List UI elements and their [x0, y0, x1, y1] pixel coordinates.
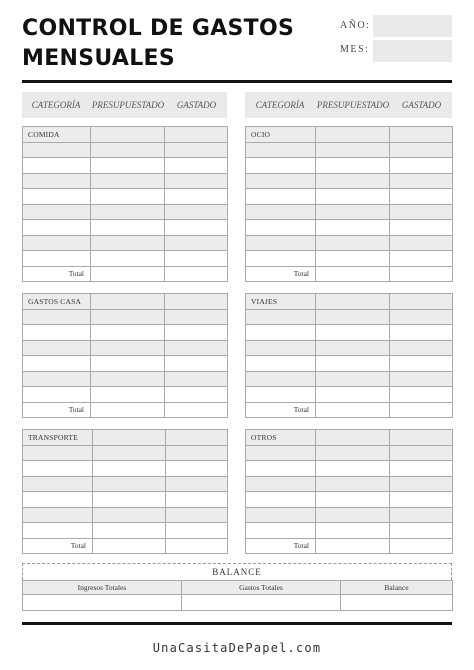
total-label: Total [246, 266, 316, 282]
entry-budgeted-cell[interactable] [91, 325, 165, 341]
category-name: TRANSPORTE [23, 430, 93, 446]
entry-spent-cell[interactable] [390, 325, 453, 341]
entry-category-cell[interactable] [23, 309, 91, 325]
entry-category-cell[interactable] [23, 371, 91, 387]
entry-category-cell[interactable] [246, 445, 316, 461]
entry-spent-cell[interactable] [390, 476, 453, 492]
entry-budgeted-cell[interactable] [316, 251, 390, 267]
entry-spent-cell[interactable] [166, 492, 228, 508]
entry-budgeted-cell[interactable] [93, 523, 166, 539]
entry-spent-cell[interactable] [165, 340, 228, 356]
column-header-category: CATEGORÍA [31, 100, 81, 110]
entry-spent-cell[interactable] [390, 189, 453, 205]
table-row [246, 142, 453, 158]
entry-spent-cell[interactable] [165, 309, 228, 325]
entry-category-cell[interactable] [246, 173, 316, 189]
entry-spent-cell[interactable] [165, 251, 228, 267]
entry-budgeted-cell[interactable] [91, 340, 165, 356]
header-cell [165, 127, 228, 143]
header-cell [91, 127, 165, 143]
category-name: VIAJES [246, 294, 316, 310]
entry-spent-cell[interactable] [166, 461, 228, 477]
table-row [246, 492, 453, 508]
entry-budgeted-cell[interactable] [91, 251, 165, 267]
entry-spent-cell[interactable] [390, 461, 453, 477]
total-spent-cell[interactable] [390, 266, 453, 282]
total-label: Total [246, 402, 316, 418]
footer-divider [22, 622, 452, 625]
header-cell [390, 430, 453, 446]
table-row [23, 340, 228, 356]
category-table-transporte [22, 429, 228, 554]
category-table-comida [22, 126, 228, 282]
entry-budgeted-cell[interactable] [91, 356, 165, 372]
table-row [246, 476, 453, 492]
category-table-otros [245, 429, 453, 554]
entry-category-cell[interactable] [23, 189, 91, 205]
total-label: Total [246, 538, 316, 554]
header-cell [390, 294, 453, 310]
table-row [246, 235, 453, 251]
balance-expenses-cell[interactable] [182, 595, 341, 611]
entry-spent-cell[interactable] [166, 523, 228, 539]
header-cell [316, 430, 390, 446]
table-row [23, 251, 228, 267]
entry-spent-cell[interactable] [390, 371, 453, 387]
table-row [23, 523, 228, 539]
entry-budgeted-cell[interactable] [316, 173, 390, 189]
total-spent-cell[interactable] [165, 266, 228, 282]
category-name: OCIO [246, 127, 316, 143]
total-label: Total [23, 266, 91, 282]
entry-spent-cell[interactable] [390, 356, 453, 372]
table-row [246, 507, 453, 523]
entry-budgeted-cell[interactable] [316, 507, 390, 523]
entry-category-cell[interactable] [23, 251, 91, 267]
entry-budgeted-cell[interactable] [91, 235, 165, 251]
table-row [23, 387, 228, 403]
entry-category-cell[interactable] [246, 340, 316, 356]
entry-budgeted-cell[interactable] [91, 220, 165, 236]
entry-category-cell[interactable] [23, 173, 91, 189]
year-label: AÑO: [340, 20, 371, 31]
entry-category-cell[interactable] [23, 340, 91, 356]
entry-budgeted-cell[interactable] [91, 142, 165, 158]
total-spent-cell[interactable] [166, 538, 228, 554]
entry-category-cell[interactable] [246, 204, 316, 220]
table-row [246, 387, 453, 403]
entry-budgeted-cell[interactable] [91, 371, 165, 387]
entry-category-cell[interactable] [23, 142, 91, 158]
entry-category-cell[interactable] [23, 476, 93, 492]
entry-category-cell[interactable] [23, 220, 91, 236]
entry-budgeted-cell[interactable] [93, 507, 166, 523]
entry-category-cell[interactable] [246, 492, 316, 508]
entry-category-cell[interactable] [246, 387, 316, 403]
entry-spent-cell[interactable] [390, 309, 453, 325]
category-name: GASTOS CASA [23, 294, 91, 310]
entry-spent-cell[interactable] [166, 445, 228, 461]
entry-spent-cell[interactable] [165, 325, 228, 341]
entry-budgeted-cell[interactable] [91, 204, 165, 220]
entry-budgeted-cell[interactable] [93, 461, 166, 477]
entry-budgeted-cell[interactable] [316, 158, 390, 174]
entry-spent-cell[interactable] [390, 251, 453, 267]
entry-category-cell[interactable] [246, 371, 316, 387]
total-budgeted-cell[interactable] [93, 538, 166, 554]
entry-category-cell[interactable] [246, 158, 316, 174]
balance-table [22, 580, 453, 611]
entry-budgeted-cell[interactable] [93, 476, 166, 492]
balance-title: BALANCE [212, 567, 262, 577]
entry-category-cell[interactable] [246, 235, 316, 251]
column-header-category: CATEGORÍA [255, 100, 305, 110]
entry-category-cell[interactable] [23, 523, 93, 539]
entry-budgeted-cell[interactable] [91, 309, 165, 325]
entry-budgeted-cell[interactable] [316, 356, 390, 372]
entry-budgeted-cell[interactable] [91, 387, 165, 403]
table-row [23, 204, 228, 220]
table-row [246, 189, 453, 205]
entry-budgeted-cell[interactable] [316, 204, 390, 220]
entry-category-cell[interactable] [23, 356, 91, 372]
entry-spent-cell[interactable] [166, 476, 228, 492]
entry-budgeted-cell[interactable] [316, 371, 390, 387]
balance-income-cell[interactable] [23, 595, 182, 611]
entry-budgeted-cell[interactable] [316, 340, 390, 356]
entry-budgeted-cell[interactable] [91, 189, 165, 205]
entry-category-cell[interactable] [246, 507, 316, 523]
entry-budgeted-cell[interactable] [316, 523, 390, 539]
balance-header-expenses: Gastos Totales [182, 581, 341, 595]
page-title-line-2: MENSUALES [22, 46, 175, 71]
header-cell [165, 294, 228, 310]
total-label: Total [23, 402, 91, 418]
header-cell [166, 430, 228, 446]
table-row [23, 461, 228, 477]
table-row [23, 235, 228, 251]
entry-category-cell[interactable] [23, 492, 93, 508]
table-row [246, 173, 453, 189]
entry-category-cell[interactable] [246, 309, 316, 325]
entry-budgeted-cell[interactable] [316, 142, 390, 158]
entry-spent-cell[interactable] [165, 220, 228, 236]
header-cell [316, 127, 390, 143]
entry-budgeted-cell[interactable] [316, 325, 390, 341]
total-budgeted-cell[interactable] [316, 402, 390, 418]
header-divider [22, 80, 452, 83]
table-row [246, 356, 453, 372]
total-budgeted-cell[interactable] [316, 538, 390, 554]
entry-spent-cell[interactable] [165, 204, 228, 220]
entry-budgeted-cell[interactable] [316, 220, 390, 236]
entry-spent-cell[interactable] [165, 356, 228, 372]
entry-category-cell[interactable] [23, 204, 91, 220]
entry-category-cell[interactable] [246, 476, 316, 492]
entry-budgeted-cell[interactable] [93, 492, 166, 508]
entry-spent-cell[interactable] [390, 340, 453, 356]
table-row [246, 523, 453, 539]
entry-spent-cell[interactable] [390, 220, 453, 236]
category-table-gastos-casa [22, 293, 228, 418]
entry-category-cell[interactable] [246, 220, 316, 236]
table-row [23, 189, 228, 205]
entry-spent-cell[interactable] [165, 235, 228, 251]
table-row [246, 340, 453, 356]
entry-budgeted-cell[interactable] [316, 461, 390, 477]
entry-spent-cell[interactable] [165, 142, 228, 158]
entry-category-cell[interactable] [246, 189, 316, 205]
table-row [246, 204, 453, 220]
entry-category-cell[interactable] [246, 251, 316, 267]
entry-budgeted-cell[interactable] [316, 189, 390, 205]
column-header-budgeted: PRESUPUESTADO [91, 100, 165, 110]
entry-category-cell[interactable] [23, 461, 93, 477]
entry-spent-cell[interactable] [165, 387, 228, 403]
table-row [246, 461, 453, 477]
entry-budgeted-cell[interactable] [316, 309, 390, 325]
category-name: COMIDA [23, 127, 91, 143]
balance-header-income: Ingresos Totales [23, 581, 182, 595]
table-row [246, 325, 453, 341]
table-row [23, 492, 228, 508]
table-row [246, 158, 453, 174]
year-field[interactable] [373, 15, 452, 37]
entry-category-cell[interactable] [23, 507, 93, 523]
table-row [23, 158, 228, 174]
total-spent-cell[interactable] [390, 402, 453, 418]
entry-spent-cell[interactable] [165, 173, 228, 189]
total-budgeted-cell[interactable] [91, 266, 165, 282]
column-header-budgeted: PRESUPUESTADO [316, 100, 390, 110]
header-cell [390, 127, 453, 143]
entry-category-cell[interactable] [246, 523, 316, 539]
entry-budgeted-cell[interactable] [93, 445, 166, 461]
month-label: MES: [340, 44, 370, 55]
entry-category-cell[interactable] [23, 235, 91, 251]
header-cell [91, 294, 165, 310]
entry-spent-cell[interactable] [390, 142, 453, 158]
month-field[interactable] [373, 40, 452, 62]
entry-spent-cell[interactable] [390, 235, 453, 251]
total-label: Total [23, 538, 93, 554]
page-title [22, 14, 294, 74]
table-row [23, 142, 228, 158]
entry-category-cell[interactable] [23, 158, 91, 174]
total-budgeted-cell[interactable] [91, 402, 165, 418]
entry-budgeted-cell[interactable] [316, 387, 390, 403]
table-row [23, 173, 228, 189]
table-row [246, 251, 453, 267]
column-header-spent: GASTADO [176, 100, 217, 110]
balance-section [22, 563, 452, 613]
category-name: OTROS [246, 430, 316, 446]
entry-budgeted-cell[interactable] [316, 445, 390, 461]
entry-budgeted-cell[interactable] [316, 476, 390, 492]
total-budgeted-cell[interactable] [316, 266, 390, 282]
table-row [23, 309, 228, 325]
entry-budgeted-cell[interactable] [91, 173, 165, 189]
total-spent-cell[interactable] [390, 538, 453, 554]
entry-spent-cell[interactable] [390, 158, 453, 174]
table-row [23, 445, 228, 461]
entry-spent-cell[interactable] [390, 507, 453, 523]
entry-category-cell[interactable] [23, 445, 93, 461]
column-header-right [245, 92, 452, 118]
table-row [23, 371, 228, 387]
column-header-spent: GASTADO [401, 100, 442, 110]
footer-site: UnaCasitaDePapel.com [152, 641, 322, 655]
page-title-line-1: CONTROL DE GASTOS [22, 16, 295, 41]
entry-spent-cell[interactable] [165, 371, 228, 387]
table-row [23, 476, 228, 492]
category-table-ocio [245, 126, 453, 282]
entry-category-cell[interactable] [246, 142, 316, 158]
table-row [23, 220, 228, 236]
entry-category-cell[interactable] [23, 325, 91, 341]
header-cell [316, 294, 390, 310]
entry-category-cell[interactable] [246, 461, 316, 477]
table-row [246, 309, 453, 325]
entry-budgeted-cell[interactable] [316, 235, 390, 251]
entry-spent-cell[interactable] [165, 158, 228, 174]
entry-spent-cell[interactable] [390, 523, 453, 539]
entry-spent-cell[interactable] [390, 387, 453, 403]
entry-spent-cell[interactable] [390, 204, 453, 220]
table-row [23, 507, 228, 523]
table-row [246, 445, 453, 461]
entry-budgeted-cell[interactable] [316, 492, 390, 508]
entry-spent-cell[interactable] [390, 173, 453, 189]
table-row [246, 220, 453, 236]
total-spent-cell[interactable] [165, 402, 228, 418]
balance-balance-cell[interactable] [341, 595, 453, 611]
entry-spent-cell[interactable] [165, 189, 228, 205]
entry-category-cell[interactable] [246, 325, 316, 341]
category-table-viajes [245, 293, 453, 418]
entry-category-cell[interactable] [246, 356, 316, 372]
entry-category-cell[interactable] [23, 387, 91, 403]
entry-spent-cell[interactable] [166, 507, 228, 523]
table-row [23, 356, 228, 372]
table-row [246, 371, 453, 387]
entry-spent-cell[interactable] [390, 445, 453, 461]
entry-spent-cell[interactable] [390, 492, 453, 508]
header-cell [93, 430, 166, 446]
column-header-left [22, 92, 227, 118]
table-row [23, 325, 228, 341]
entry-budgeted-cell[interactable] [91, 158, 165, 174]
balance-header-balance: Balance [341, 581, 453, 595]
